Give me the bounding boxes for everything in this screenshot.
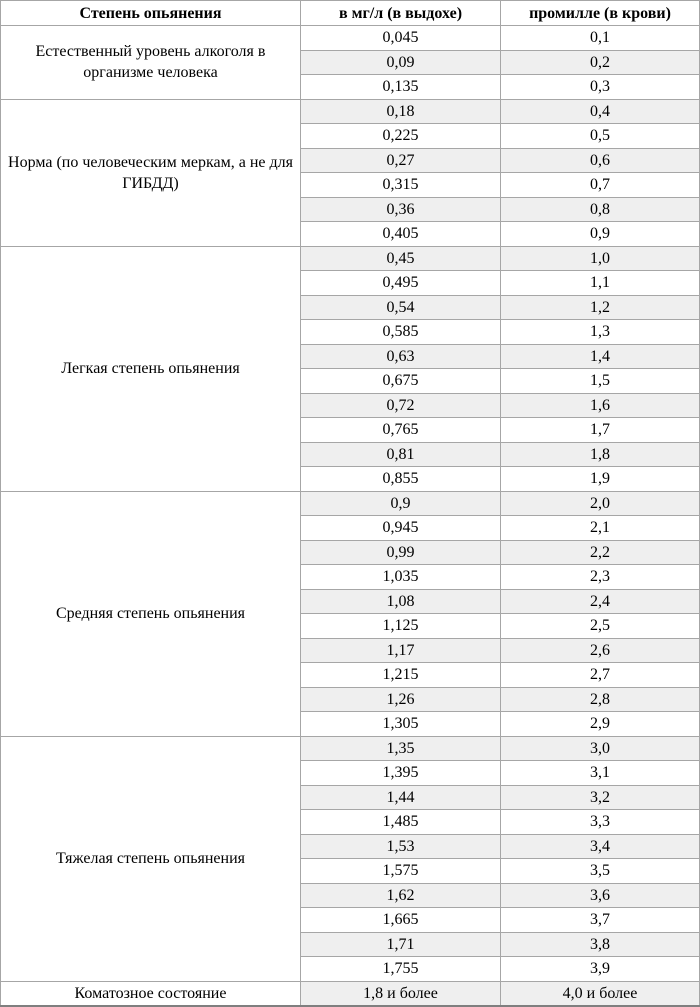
- breath-value-cell: 0,45: [301, 246, 501, 271]
- category-cell: Тяжелая степень опьянения: [1, 736, 301, 981]
- breath-value-cell: 1,44: [301, 785, 501, 810]
- blood-value-cell: 1,6: [501, 393, 700, 418]
- breath-value-cell: 1,53: [301, 834, 501, 859]
- category-cell: Коматозное состояние: [1, 981, 301, 1006]
- blood-value-cell: 3,7: [501, 908, 700, 933]
- blood-value-cell: 4,0 и более: [501, 981, 700, 1006]
- breath-value-cell: 1,125: [301, 614, 501, 639]
- blood-value-cell: 0,4: [501, 99, 700, 124]
- category-cell: Легкая степень опьянения: [1, 246, 301, 491]
- breath-value-cell: 0,495: [301, 271, 501, 296]
- breath-value-cell: 1,17: [301, 638, 501, 663]
- breath-value-cell: 0,54: [301, 295, 501, 320]
- breath-value-cell: 0,045: [301, 26, 501, 51]
- blood-value-cell: 2,1: [501, 516, 700, 541]
- blood-value-cell: 3,0: [501, 736, 700, 761]
- blood-value-cell: 3,1: [501, 761, 700, 786]
- table-body: [1, 26, 700, 1007]
- category-cell: Средняя степень опьянения: [1, 491, 301, 736]
- blood-value-cell: 2,6: [501, 638, 700, 663]
- breath-value-cell: 1,215: [301, 663, 501, 688]
- breath-value-cell: 1,35: [301, 736, 501, 761]
- blood-value-cell: 3,9: [501, 957, 700, 982]
- blood-value-cell: 0,7: [501, 173, 700, 198]
- breath-value-cell: 0,72: [301, 393, 501, 418]
- blood-value-cell: 3,4: [501, 834, 700, 859]
- category-cell: Норма (по человеческим меркам, а не для ГИБДД): [1, 99, 301, 246]
- breath-value-cell: 0,225: [301, 124, 501, 149]
- category-cell: Естественный уровень алкоголя в организме человека: [1, 26, 301, 100]
- blood-value-cell: 2,4: [501, 589, 700, 614]
- breath-value-cell: 0,315: [301, 173, 501, 198]
- blood-value-cell: 3,3: [501, 810, 700, 835]
- breath-value-cell: 0,63: [301, 344, 501, 369]
- blood-value-cell: 0,5: [501, 124, 700, 149]
- blood-value-cell: 1,9: [501, 467, 700, 492]
- table-row: [1, 491, 700, 516]
- breath-value-cell: 0,765: [301, 418, 501, 443]
- breath-value-cell: 0,81: [301, 442, 501, 467]
- blood-value-cell: 2,3: [501, 565, 700, 590]
- blood-value-cell: 2,8: [501, 687, 700, 712]
- blood-value-cell: 0,9: [501, 222, 700, 247]
- table-row: [1, 981, 700, 1006]
- breath-value-cell: 0,135: [301, 75, 501, 100]
- breath-value-cell: 1,035: [301, 565, 501, 590]
- table-row: [1, 26, 700, 51]
- blood-value-cell: 3,2: [501, 785, 700, 810]
- breath-value-cell: 1,575: [301, 859, 501, 884]
- breath-value-cell: 1,665: [301, 908, 501, 933]
- blood-value-cell: 2,9: [501, 712, 700, 737]
- breath-value-cell: 0,585: [301, 320, 501, 345]
- blood-value-cell: 2,0: [501, 491, 700, 516]
- blood-value-cell: 2,5: [501, 614, 700, 639]
- breath-value-cell: 0,36: [301, 197, 501, 222]
- table-row: [1, 246, 700, 271]
- blood-value-cell: 3,6: [501, 883, 700, 908]
- table-row: [1, 99, 700, 124]
- blood-value-cell: 1,5: [501, 369, 700, 394]
- breath-value-cell: 0,945: [301, 516, 501, 541]
- breath-value-cell: 1,395: [301, 761, 501, 786]
- breath-value-cell: 0,9: [301, 491, 501, 516]
- breath-value-cell: 0,99: [301, 540, 501, 565]
- blood-value-cell: 0,1: [501, 26, 700, 51]
- header-intoxication-degree: Степень опьянения: [1, 1, 301, 26]
- blood-value-cell: 0,8: [501, 197, 700, 222]
- blood-value-cell: 2,7: [501, 663, 700, 688]
- breath-value-cell: 1,8 и более: [301, 981, 501, 1006]
- breath-value-cell: 1,755: [301, 957, 501, 982]
- breath-value-cell: 1,62: [301, 883, 501, 908]
- blood-value-cell: 0,2: [501, 50, 700, 75]
- header-row: [1, 1, 700, 26]
- blood-value-cell: 1,3: [501, 320, 700, 345]
- blood-value-cell: 3,5: [501, 859, 700, 884]
- blood-value-cell: 1,1: [501, 271, 700, 296]
- blood-value-cell: 1,8: [501, 442, 700, 467]
- blood-value-cell: 3,8: [501, 932, 700, 957]
- breath-value-cell: 0,27: [301, 148, 501, 173]
- table-row: [1, 736, 700, 761]
- blood-value-cell: 1,0: [501, 246, 700, 271]
- blood-value-cell: 1,2: [501, 295, 700, 320]
- breath-value-cell: 0,18: [301, 99, 501, 124]
- table-header: [1, 1, 700, 26]
- blood-value-cell: 0,6: [501, 148, 700, 173]
- breath-value-cell: 1,26: [301, 687, 501, 712]
- blood-value-cell: 0,3: [501, 75, 700, 100]
- header-blood-permille: промилле (в крови): [501, 1, 700, 26]
- breath-value-cell: 1,08: [301, 589, 501, 614]
- breath-value-cell: 1,485: [301, 810, 501, 835]
- breath-value-cell: 0,09: [301, 50, 501, 75]
- breath-value-cell: 0,405: [301, 222, 501, 247]
- breath-value-cell: 0,855: [301, 467, 501, 492]
- breath-value-cell: 1,71: [301, 932, 501, 957]
- breath-value-cell: 1,305: [301, 712, 501, 737]
- blood-value-cell: 1,4: [501, 344, 700, 369]
- breath-value-cell: 0,675: [301, 369, 501, 394]
- blood-value-cell: 2,2: [501, 540, 700, 565]
- header-breath-mg-per-l: в мг/л (в выдохе): [301, 1, 501, 26]
- blood-value-cell: 1,7: [501, 418, 700, 443]
